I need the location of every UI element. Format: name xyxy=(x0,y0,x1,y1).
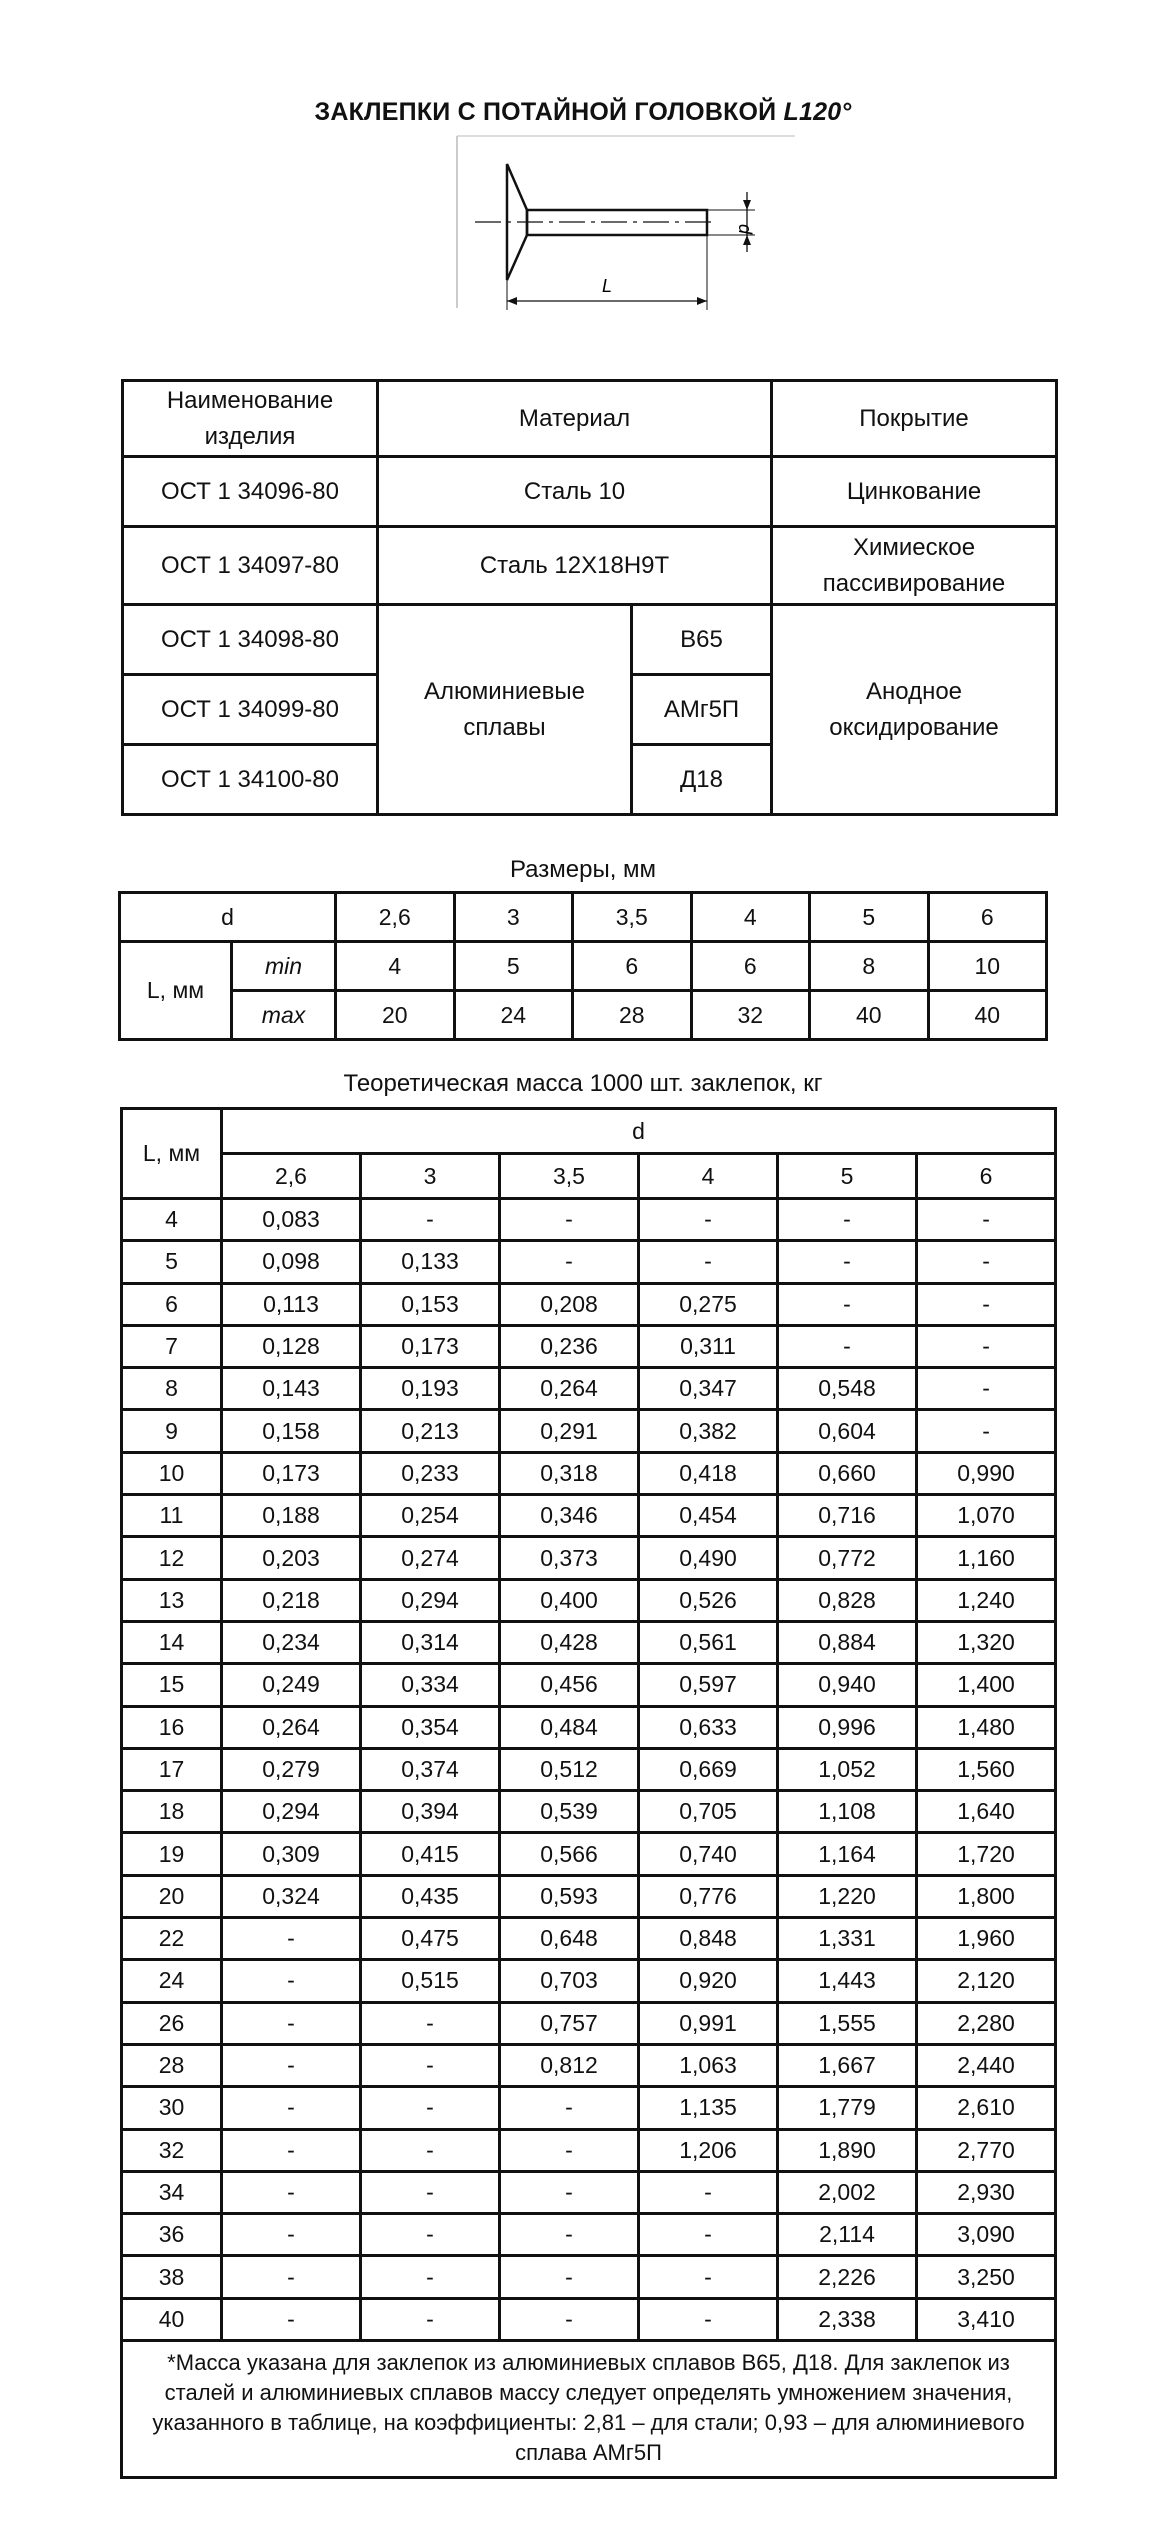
mass-value-cell: 0,512 xyxy=(500,1748,639,1790)
mass-value-cell: - xyxy=(778,1199,917,1241)
mass-row xyxy=(122,2002,1056,2044)
sizes-min-label: min xyxy=(232,942,336,991)
mass-value-cell: 0,848 xyxy=(639,1918,778,1960)
mass-row xyxy=(122,1495,1056,1537)
mass-value-cell: - xyxy=(639,2214,778,2256)
mass-value-cell: - xyxy=(222,2002,361,2044)
coating-cell: Химиеское пассивирование xyxy=(772,527,1057,605)
mass-value-cell: 0,593 xyxy=(500,1875,639,1917)
mass-row xyxy=(122,1368,1056,1410)
mass-value-cell: - xyxy=(361,2002,500,2044)
mass-value-cell: - xyxy=(917,1325,1056,1367)
mass-row xyxy=(122,2087,1056,2129)
mass-value-cell: 0,188 xyxy=(222,1495,361,1537)
mass-value-cell: 1,800 xyxy=(917,1875,1056,1917)
mass-value-cell: - xyxy=(361,2256,500,2298)
l-dimension-label: L xyxy=(602,276,613,296)
mass-value-cell: 0,309 xyxy=(222,1833,361,1875)
mass-value-cell: - xyxy=(639,2298,778,2340)
mass-l-cell: 36 xyxy=(122,2214,222,2256)
mass-value-cell: 1,240 xyxy=(917,1579,1056,1621)
mass-value-cell: - xyxy=(500,2087,639,2129)
mass-l-cell: 40 xyxy=(122,2298,222,2340)
mass-row xyxy=(122,1748,1056,1790)
mass-value-cell: 0,318 xyxy=(500,1452,639,1494)
sizes-min-value: 5 xyxy=(454,942,573,991)
mass-value-cell: - xyxy=(222,2044,361,2086)
mass-value-cell: 0,475 xyxy=(361,1918,500,1960)
mass-l-cell: 24 xyxy=(122,1960,222,2002)
mass-value-cell: 0,812 xyxy=(500,2044,639,2086)
mass-value-cell: 2,114 xyxy=(778,2214,917,2256)
mass-value-cell: 3,250 xyxy=(917,2256,1056,2298)
coating-cell: Цинкование xyxy=(772,457,1057,527)
mass-value-cell: 0,173 xyxy=(222,1452,361,1494)
mass-value-cell: - xyxy=(222,2087,361,2129)
mass-l-cell: 14 xyxy=(122,1621,222,1663)
mass-value-cell: - xyxy=(361,2087,500,2129)
sizes-max-value: 40 xyxy=(928,991,1047,1040)
mass-value-cell: 1,640 xyxy=(917,1791,1056,1833)
mass-value-cell: - xyxy=(361,2214,500,2256)
mass-value-cell: - xyxy=(361,2298,500,2340)
sizes-d-value: 4 xyxy=(691,893,810,942)
mass-l-cell: 26 xyxy=(122,2002,222,2044)
mass-row xyxy=(122,1706,1056,1748)
mass-l-cell: 17 xyxy=(122,1748,222,1790)
mass-value-cell: 0,346 xyxy=(500,1495,639,1537)
mass-row xyxy=(122,1918,1056,1960)
mass-l-cell: 28 xyxy=(122,2044,222,2086)
mass-value-cell: 0,566 xyxy=(500,1833,639,1875)
mass-row xyxy=(122,1410,1056,1452)
mass-footnote: *Масса указана для заклепок из алюминиевых сплавов В65, Д18. Для заклепок из сталей и алюминиевых сплавов массу следует определять умножением значения, указанного в таблице, на коэффициенты: 2,81 – для стали; 0,93 – для алюминиевого сплава АМг5П xyxy=(122,2341,1056,2478)
mass-value-cell: 0,208 xyxy=(500,1283,639,1325)
mass-value-cell: 0,264 xyxy=(500,1368,639,1410)
mass-value-cell: 0,454 xyxy=(639,1495,778,1537)
mass-value-cell: 0,203 xyxy=(222,1537,361,1579)
page-title xyxy=(0,98,1166,127)
mass-value-cell: 1,063 xyxy=(639,2044,778,2086)
sizes-d-value: 6 xyxy=(928,893,1047,942)
mass-value-cell: - xyxy=(500,2214,639,2256)
mass-value-cell: - xyxy=(500,2298,639,2340)
mass-value-cell: 1,052 xyxy=(778,1748,917,1790)
mass-value-cell: 0,526 xyxy=(639,1579,778,1621)
mass-value-cell: - xyxy=(500,2171,639,2213)
mass-l-cell: 7 xyxy=(122,1325,222,1367)
mass-value-cell: - xyxy=(222,1918,361,1960)
mass-l-cell: 4 xyxy=(122,1199,222,1241)
mass-value-cell: 3,410 xyxy=(917,2298,1056,2340)
mass-value-cell: 0,294 xyxy=(222,1791,361,1833)
mass-value-cell: 0,275 xyxy=(639,1283,778,1325)
mass-value-cell: 0,428 xyxy=(500,1621,639,1663)
mass-value-cell: 0,083 xyxy=(222,1199,361,1241)
mass-value-cell: 0,996 xyxy=(778,1706,917,1748)
mass-value-cell: 0,633 xyxy=(639,1706,778,1748)
mass-value-cell: 1,480 xyxy=(917,1706,1056,1748)
mass-value-cell: 0,234 xyxy=(222,1621,361,1663)
mass-value-cell: - xyxy=(361,2171,500,2213)
mass-value-cell: 2,440 xyxy=(917,2044,1056,2086)
mass-value-cell: - xyxy=(778,1241,917,1283)
mass-l-cell: 13 xyxy=(122,1579,222,1621)
sizes-max-label: max xyxy=(232,991,336,1040)
mass-l-cell: 30 xyxy=(122,2087,222,2129)
mass-value-cell: 0,334 xyxy=(361,1664,500,1706)
mass-l-cell: 6 xyxy=(122,1283,222,1325)
mass-l-cell: 5 xyxy=(122,1241,222,1283)
mass-value-cell: 0,604 xyxy=(778,1410,917,1452)
mass-value-cell: 0,143 xyxy=(222,1368,361,1410)
sizes-max-value: 24 xyxy=(454,991,573,1040)
sizes-min-value: 6 xyxy=(691,942,810,991)
mass-value-cell: 0,128 xyxy=(222,1325,361,1367)
mass-row xyxy=(122,2044,1056,2086)
mass-value-cell: 0,153 xyxy=(361,1283,500,1325)
mass-value-cell: 1,320 xyxy=(917,1621,1056,1663)
mass-l-cell: 18 xyxy=(122,1791,222,1833)
sizes-d-value: 3 xyxy=(454,893,573,942)
mass-l-cell: 10 xyxy=(122,1452,222,1494)
mass-row xyxy=(122,2214,1056,2256)
mass-value-cell: 0,669 xyxy=(639,1748,778,1790)
mass-value-cell: 0,233 xyxy=(361,1452,500,1494)
mass-value-cell: 2,770 xyxy=(917,2129,1056,2171)
mass-footnote-row xyxy=(122,2341,1056,2478)
grade-cell: В65 xyxy=(632,605,772,675)
mass-value-cell: - xyxy=(639,2256,778,2298)
sizes-d-label: d xyxy=(120,893,336,942)
mass-d-values-row xyxy=(122,1154,1056,1199)
materials-table xyxy=(121,379,1058,816)
mass-value-cell: 1,331 xyxy=(778,1918,917,1960)
mass-row xyxy=(122,1325,1056,1367)
mass-value-cell: 0,394 xyxy=(361,1791,500,1833)
mass-value-cell: 0,515 xyxy=(361,1960,500,2002)
product-cell: ОСТ 1 34096-80 xyxy=(123,457,378,527)
sizes-min-value: 6 xyxy=(573,942,692,991)
material-cell: Сталь 10 xyxy=(378,457,772,527)
mass-value-cell: 2,280 xyxy=(917,2002,1056,2044)
sizes-max-value: 32 xyxy=(691,991,810,1040)
sizes-d-value: 2,6 xyxy=(336,893,455,942)
mass-row xyxy=(122,1621,1056,1663)
sizes-min-row xyxy=(120,942,1047,991)
mass-l-cell: 22 xyxy=(122,1918,222,1960)
sizes-d-row xyxy=(120,893,1047,942)
mass-value-cell: 0,660 xyxy=(778,1452,917,1494)
grade-cell: АМг5П xyxy=(632,675,772,745)
mass-value-cell: 0,236 xyxy=(500,1325,639,1367)
mass-value-cell: 0,113 xyxy=(222,1283,361,1325)
mass-value-cell: 0,324 xyxy=(222,1875,361,1917)
materials-row xyxy=(123,605,1057,675)
d-dimension-label: d xyxy=(735,224,755,235)
mass-value-cell: - xyxy=(222,1960,361,2002)
mass-value-cell: - xyxy=(361,2044,500,2086)
mass-value-cell: - xyxy=(500,1241,639,1283)
header-product: Наименование изделия xyxy=(123,381,378,457)
sizes-table xyxy=(118,891,1048,1041)
mass-value-cell: 0,776 xyxy=(639,1875,778,1917)
mass-value-cell: 0,354 xyxy=(361,1706,500,1748)
material-cell: Сталь 12Х18Н9Т xyxy=(378,527,772,605)
mass-table xyxy=(120,1107,1057,2479)
mass-row xyxy=(122,2129,1056,2171)
mass-value-cell: 1,960 xyxy=(917,1918,1056,1960)
mass-value-cell: 0,740 xyxy=(639,1833,778,1875)
mass-value-cell: 0,400 xyxy=(500,1579,639,1621)
mass-value-cell: 0,213 xyxy=(361,1410,500,1452)
mass-row xyxy=(122,2171,1056,2213)
mass-l-cell: 19 xyxy=(122,1833,222,1875)
mass-value-cell: 0,561 xyxy=(639,1621,778,1663)
mass-row xyxy=(122,2298,1056,2340)
mass-value-cell: 0,648 xyxy=(500,1918,639,1960)
mass-d-value: 3,5 xyxy=(500,1154,639,1199)
product-cell: ОСТ 1 34099-80 xyxy=(123,675,378,745)
mass-value-cell: 0,484 xyxy=(500,1706,639,1748)
sizes-caption: Размеры, мм xyxy=(509,856,657,883)
mass-l-cell: 15 xyxy=(122,1664,222,1706)
mass-value-cell: 0,435 xyxy=(361,1875,500,1917)
mass-value-cell: - xyxy=(222,2171,361,2213)
mass-row xyxy=(122,1579,1056,1621)
mass-value-cell: - xyxy=(361,1199,500,1241)
mass-value-cell: 1,779 xyxy=(778,2087,917,2129)
mass-value-cell: 0,314 xyxy=(361,1621,500,1663)
mass-value-cell: 1,890 xyxy=(778,2129,917,2171)
sizes-max-row xyxy=(120,991,1047,1040)
mass-l-header: L, мм xyxy=(122,1109,222,1199)
mass-value-cell: - xyxy=(639,1199,778,1241)
mass-value-cell: 1,560 xyxy=(917,1748,1056,1790)
mass-value-cell: 0,757 xyxy=(500,2002,639,2044)
mass-value-cell: 0,920 xyxy=(639,1960,778,2002)
mass-d-value: 3 xyxy=(361,1154,500,1199)
mass-value-cell: - xyxy=(500,1199,639,1241)
mass-value-cell: 1,720 xyxy=(917,1833,1056,1875)
sizes-max-value: 20 xyxy=(336,991,455,1040)
mass-value-cell: 0,418 xyxy=(639,1452,778,1494)
mass-value-cell: 0,311 xyxy=(639,1325,778,1367)
mass-value-cell: 2,338 xyxy=(778,2298,917,2340)
mass-value-cell: 0,705 xyxy=(639,1791,778,1833)
mass-d-value: 4 xyxy=(639,1154,778,1199)
aluminum-coating-cell: Анодное оксидирование xyxy=(772,605,1057,815)
mass-value-cell: 2,610 xyxy=(917,2087,1056,2129)
mass-row xyxy=(122,1283,1056,1325)
mass-value-cell: - xyxy=(917,1368,1056,1410)
mass-value-cell: - xyxy=(222,2214,361,2256)
mass-value-cell: 0,264 xyxy=(222,1706,361,1748)
sizes-l-label: L, мм xyxy=(120,942,232,1040)
mass-value-cell: 0,254 xyxy=(361,1495,500,1537)
rivet-drawing xyxy=(455,132,795,312)
mass-row xyxy=(122,1241,1056,1283)
mass-row xyxy=(122,1960,1056,2002)
mass-value-cell: 0,548 xyxy=(778,1368,917,1410)
materials-row xyxy=(123,457,1057,527)
mass-value-cell: - xyxy=(917,1241,1056,1283)
sizes-max-value: 28 xyxy=(573,991,692,1040)
mass-l-cell: 16 xyxy=(122,1706,222,1748)
mass-value-cell: 0,884 xyxy=(778,1621,917,1663)
mass-d-header: d xyxy=(222,1109,1056,1154)
mass-row xyxy=(122,1537,1056,1579)
header-coating: Покрытие xyxy=(772,381,1057,457)
sizes-min-value: 4 xyxy=(336,942,455,991)
sizes-max-value: 40 xyxy=(810,991,929,1040)
product-cell: ОСТ 1 34097-80 xyxy=(123,527,378,605)
mass-row xyxy=(122,1664,1056,1706)
mass-value-cell: - xyxy=(500,2129,639,2171)
mass-value-cell: 0,415 xyxy=(361,1833,500,1875)
mass-value-cell: 0,828 xyxy=(778,1579,917,1621)
mass-value-cell: 1,108 xyxy=(778,1791,917,1833)
mass-value-cell: 1,206 xyxy=(639,2129,778,2171)
mass-row xyxy=(122,1875,1056,1917)
mass-row xyxy=(122,1199,1056,1241)
mass-row xyxy=(122,1833,1056,1875)
mass-value-cell: 0,218 xyxy=(222,1579,361,1621)
mass-header-row xyxy=(122,1109,1056,1154)
mass-value-cell: 0,193 xyxy=(361,1368,500,1410)
mass-value-cell: 1,135 xyxy=(639,2087,778,2129)
mass-value-cell: 1,400 xyxy=(917,1664,1056,1706)
mass-value-cell: 0,490 xyxy=(639,1537,778,1579)
mass-value-cell: 0,098 xyxy=(222,1241,361,1283)
mass-value-cell: 0,991 xyxy=(639,2002,778,2044)
mass-value-cell: 1,220 xyxy=(778,1875,917,1917)
mass-value-cell: 3,090 xyxy=(917,2214,1056,2256)
mass-value-cell: 0,133 xyxy=(361,1241,500,1283)
product-cell: ОСТ 1 34098-80 xyxy=(123,605,378,675)
mass-value-cell: 2,120 xyxy=(917,1960,1056,2002)
mass-value-cell: 0,347 xyxy=(639,1368,778,1410)
mass-value-cell: 1,443 xyxy=(778,1960,917,2002)
mass-value-cell: - xyxy=(639,1241,778,1283)
mass-l-cell: 34 xyxy=(122,2171,222,2213)
mass-value-cell: 0,291 xyxy=(500,1410,639,1452)
mass-d-value: 2,6 xyxy=(222,1154,361,1199)
mass-value-cell: 1,070 xyxy=(917,1495,1056,1537)
mass-value-cell: 0,279 xyxy=(222,1748,361,1790)
mass-value-cell: - xyxy=(917,1199,1056,1241)
mass-value-cell: - xyxy=(778,1283,917,1325)
mass-l-cell: 8 xyxy=(122,1368,222,1410)
mass-row xyxy=(122,1791,1056,1833)
mass-row xyxy=(122,1452,1056,1494)
mass-l-cell: 12 xyxy=(122,1537,222,1579)
header-material: Материал xyxy=(378,381,772,457)
mass-value-cell: - xyxy=(500,2256,639,2298)
mass-value-cell: 1,164 xyxy=(778,1833,917,1875)
sizes-min-value: 10 xyxy=(928,942,1047,991)
mass-value-cell: 0,382 xyxy=(639,1410,778,1452)
mass-value-cell: 2,002 xyxy=(778,2171,917,2213)
title-angle: L120° xyxy=(783,98,852,126)
mass-value-cell: 0,990 xyxy=(917,1452,1056,1494)
mass-value-cell: 1,555 xyxy=(778,2002,917,2044)
sizes-min-value: 8 xyxy=(810,942,929,991)
mass-value-cell: 1,160 xyxy=(917,1537,1056,1579)
mass-value-cell: 0,597 xyxy=(639,1664,778,1706)
mass-value-cell: 2,930 xyxy=(917,2171,1056,2213)
mass-value-cell: 0,274 xyxy=(361,1537,500,1579)
mass-value-cell: - xyxy=(917,1410,1056,1452)
mass-value-cell: - xyxy=(917,1283,1056,1325)
mass-value-cell: 1,667 xyxy=(778,2044,917,2086)
mass-value-cell: - xyxy=(222,2256,361,2298)
aluminum-material-cell: Алюминиевые сплавы xyxy=(378,605,632,815)
mass-d-value: 5 xyxy=(778,1154,917,1199)
mass-l-cell: 32 xyxy=(122,2129,222,2171)
mass-value-cell: - xyxy=(361,2129,500,2171)
mass-value-cell: 2,226 xyxy=(778,2256,917,2298)
mass-value-cell: 0,373 xyxy=(500,1537,639,1579)
mass-value-cell: - xyxy=(639,2171,778,2213)
mass-value-cell: - xyxy=(222,2129,361,2171)
mass-l-cell: 20 xyxy=(122,1875,222,1917)
mass-value-cell: 0,703 xyxy=(500,1960,639,2002)
grade-cell: Д18 xyxy=(632,745,772,815)
mass-d-value: 6 xyxy=(917,1154,1056,1199)
mass-row xyxy=(122,2256,1056,2298)
mass-value-cell: - xyxy=(778,1325,917,1367)
mass-value-cell: 0,374 xyxy=(361,1748,500,1790)
mass-value-cell: 0,539 xyxy=(500,1791,639,1833)
mass-value-cell: 0,940 xyxy=(778,1664,917,1706)
mass-l-cell: 9 xyxy=(122,1410,222,1452)
mass-value-cell: 0,772 xyxy=(778,1537,917,1579)
materials-header-row xyxy=(123,381,1057,457)
mass-value-cell: 0,294 xyxy=(361,1579,500,1621)
mass-l-cell: 11 xyxy=(122,1495,222,1537)
mass-caption: Теоретическая масса 1000 шт. заклепок, кг xyxy=(343,1070,823,1097)
product-cell: ОСТ 1 34100-80 xyxy=(123,745,378,815)
mass-value-cell: 0,173 xyxy=(361,1325,500,1367)
sizes-d-value: 5 xyxy=(810,893,929,942)
materials-row xyxy=(123,527,1057,605)
sizes-d-value: 3,5 xyxy=(573,893,692,942)
mass-value-cell: 0,158 xyxy=(222,1410,361,1452)
mass-value-cell: 0,249 xyxy=(222,1664,361,1706)
mass-value-cell: 0,716 xyxy=(778,1495,917,1537)
mass-value-cell: 0,456 xyxy=(500,1664,639,1706)
mass-value-cell: - xyxy=(222,2298,361,2340)
mass-l-cell: 38 xyxy=(122,2256,222,2298)
title-main: ЗАКЛЕПКИ С ПОТАЙНОЙ ГОЛОВКОЙ xyxy=(314,98,777,126)
